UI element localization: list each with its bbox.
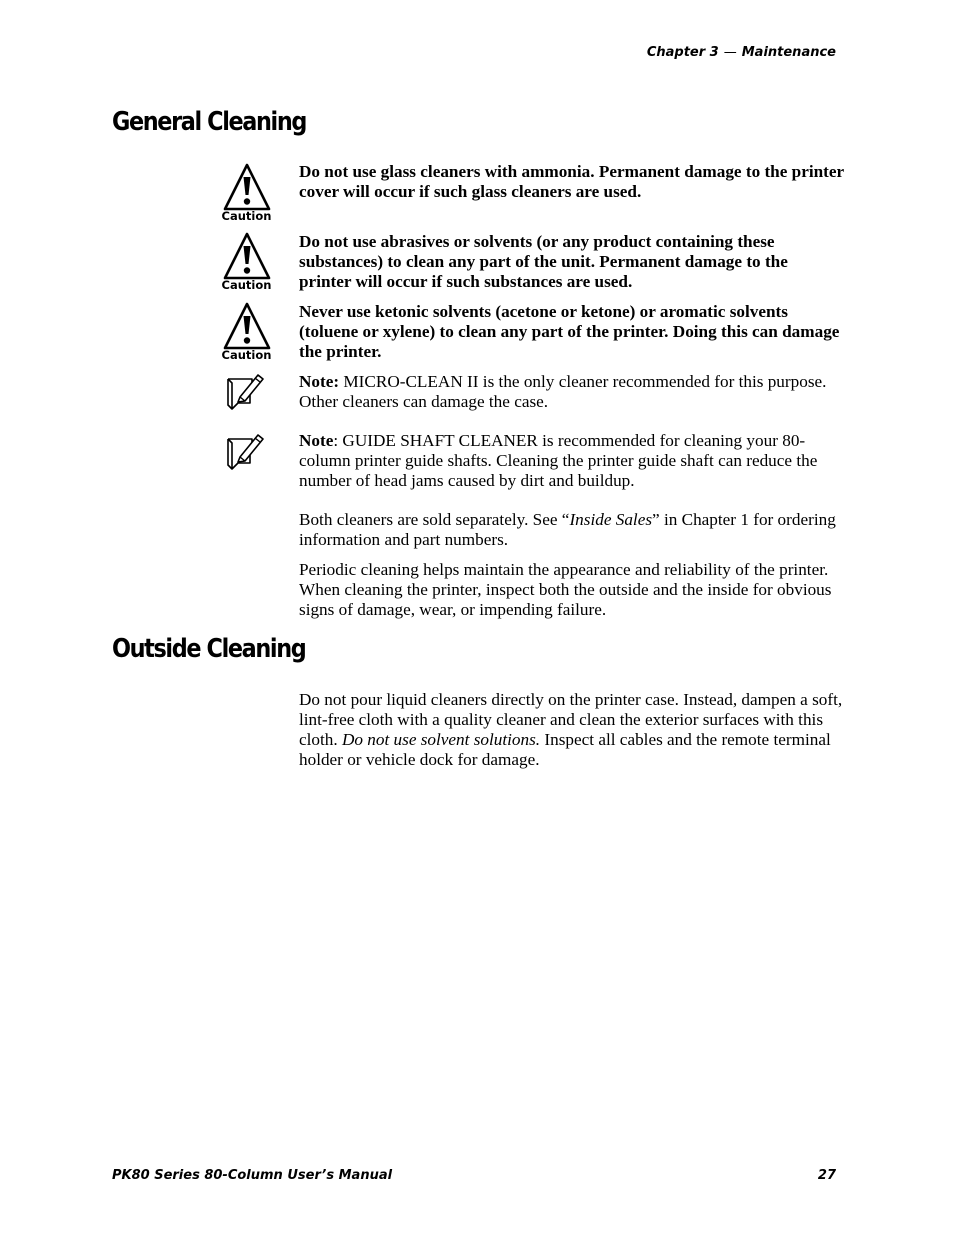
periodic-cleaning-paragraph: Periodic cleaning helps maintain the appearance and reliability of the printer. When cleaning the printer, inspect both the outside and the inside for obvious signs of damage, wear, or impending failure. xyxy=(299,560,832,619)
caution-icon xyxy=(222,163,272,225)
paragraph-text: Inspect all cables and the remote terminal holder or vehicle dock for damage. xyxy=(299,730,831,769)
caution-text: Do not use abrasives or solvents (or any product containing these substances) to clean any part of the unit. Permanent damage to the printer will occur if such substances are used. xyxy=(299,232,788,291)
note-text: MICRO-CLEAN II is the only cleaner recommended for this purpose. Other cleaners can damage the case. xyxy=(299,372,827,411)
caution-text: Never use ketonic solvents (acetone or ketone) or aromatic solvents (toluene or xylene) to clean any part of the printer. Doing this can damage the printer. xyxy=(299,302,840,361)
chapter-label: Chapter 3 xyxy=(646,45,719,60)
note-paragraph xyxy=(299,431,844,491)
page-number: 27 xyxy=(817,1168,836,1183)
running-head xyxy=(647,45,836,60)
caution-icon xyxy=(222,302,272,364)
note-lead: Note xyxy=(299,431,334,450)
manual-title: PK80 Series 80-Column User’s Manual xyxy=(112,1168,393,1183)
cleaners-sold-paragraph xyxy=(299,510,844,550)
note-icon xyxy=(224,429,266,471)
caution-icon-label: Caution xyxy=(222,209,272,223)
caution-icon-label: Caution xyxy=(222,348,272,362)
paragraph-text: Both cleaners are sold separately. See “ xyxy=(299,510,570,529)
note-lead: Note: xyxy=(299,372,340,391)
general-cleaning-heading: General Cleaning xyxy=(112,107,306,137)
note-icon xyxy=(224,369,266,411)
caution-text: Do not use glass cleaners with ammonia. Permanent damage to the printer cover will occur if such glass cleaners are used. xyxy=(299,162,844,201)
note-text: : GUIDE SHAFT CLEANER is recommended for cleaning your 80-column printer guide shafts. Cleaning the printer guide shaft can reduce the number of head jams caused by dirt and buildup. xyxy=(299,431,818,490)
paragraph-text: Do not pour liquid cleaners directly on the printer case. Instead, dampen a soft, lint-free cloth with a quality cleaner and clean the exterior surfaces with this cloth. xyxy=(299,690,843,749)
caution-icon-label: Caution xyxy=(222,278,272,292)
paragraph-text: ” in Chapter 1 for ordering information and part numbers. xyxy=(299,510,836,549)
section-label: Maintenance xyxy=(741,45,836,60)
warning-emphasis: Do not use solvent solutions. xyxy=(341,730,541,749)
note-paragraph xyxy=(299,372,844,412)
inside-sales-reference: Inside Sales xyxy=(569,510,653,529)
caution-icon xyxy=(222,232,272,294)
outside-cleaning-paragraph xyxy=(299,690,844,770)
outside-cleaning-heading: Outside Cleaning xyxy=(112,634,306,664)
header-dash: — xyxy=(723,45,737,60)
